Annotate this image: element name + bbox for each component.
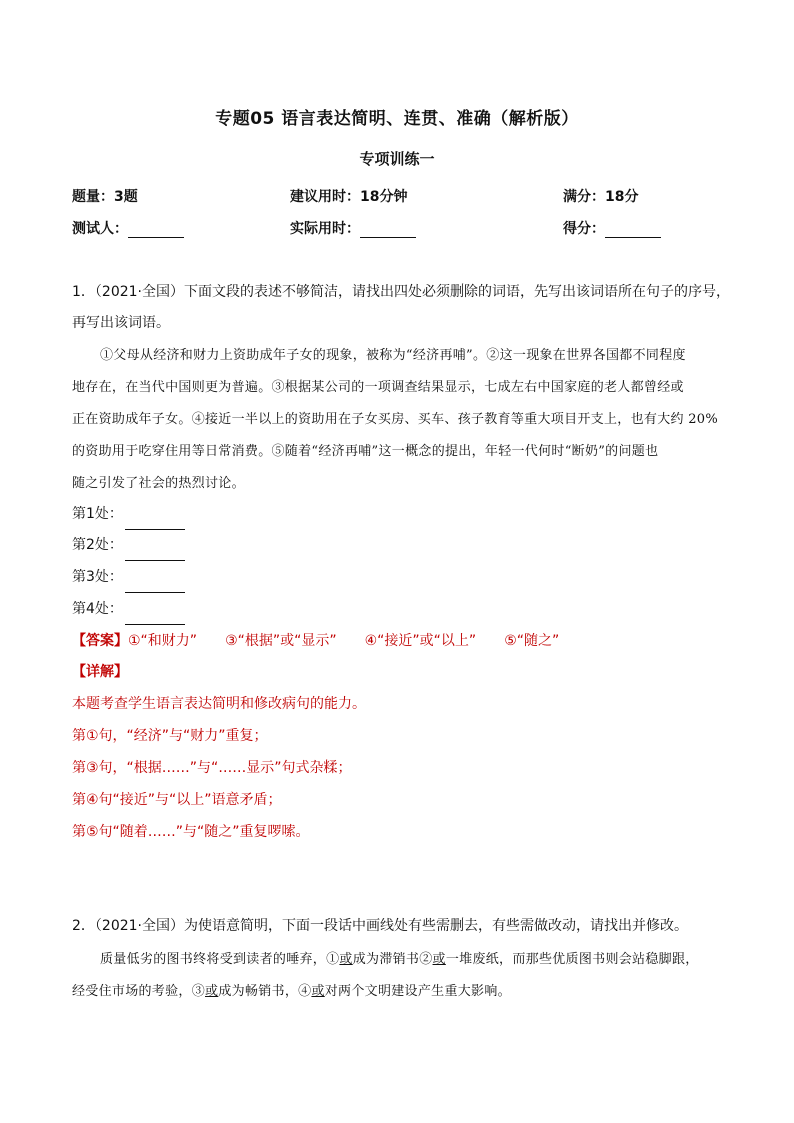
document-subtitle: 专项训练一 xyxy=(359,150,435,168)
answer-item: ④“接近”或“以上” xyxy=(364,633,477,649)
detail-line: 第⑤句“随着……”与“随之”重复啰嗦。 xyxy=(72,824,310,840)
q1-passage-line: 地存在，在当代中国则更为普遍。③根据某公司的一项调查结果显示，七成左右中国家庭的老人都曾经或 xyxy=(72,380,684,395)
full-score: 满分：18分 xyxy=(563,189,639,205)
detail-line: 第①句，“经济”与“财力”重复； xyxy=(72,728,268,744)
question-count: 题量：3题 xyxy=(72,189,138,205)
actual-time-blank xyxy=(360,223,416,238)
answer-blank xyxy=(125,610,185,625)
q1-blank-3 xyxy=(72,562,185,593)
blank-label: 第4处： xyxy=(72,601,123,617)
blank-label: 第2处： xyxy=(72,537,123,553)
answer-label: 【答案】 xyxy=(72,633,128,649)
tester-field xyxy=(72,218,184,238)
actual-time-label: 实际用时： xyxy=(290,221,360,237)
score-field xyxy=(563,218,661,238)
underlined-word: 或 xyxy=(339,952,353,967)
q1-stem-line1: 1．（2021·全国）下面文段的表述不够简洁，请找出四处必须删除的词语，先写出该词语所在句子的序号， xyxy=(72,284,730,300)
detail-line: 第④句“接近”与“以上”语意矛盾； xyxy=(72,792,282,808)
q1-passage-line: 正在资助成年子女。④接近一半以上的资助用在子女买房、买车、孩子教育等重大项目开支上，也有大约 20% xyxy=(72,412,719,427)
q1-answer xyxy=(72,626,559,657)
document-title: 专题05 语言表达简明、连贯、准确（解析版） xyxy=(215,109,579,129)
score-label: 得分： xyxy=(563,221,605,237)
answer-item: ⑤“随之” xyxy=(504,633,560,649)
q1-passage-line: 的资助用于吃穿住用等日常消费。⑤随着“经济再哺”这一概念的提出，年轻一代何时“断奶”的问题也 xyxy=(72,444,659,459)
q1-blank-4 xyxy=(72,594,185,625)
q1-stem-line2: 再写出该词语。 xyxy=(72,315,170,331)
suggested-time: 建议用时：18分钟 xyxy=(290,189,408,205)
tester-label: 测试人： xyxy=(72,221,128,237)
q1-passage-line: ①父母从经济和财力上资助成年子女的现象，被称为“经济再哺”。②这一现象在世界各国都不同程度 xyxy=(100,348,686,363)
q1-blank-1 xyxy=(72,499,185,530)
q2-passage-line1: 质量低劣的图书终将受到读者的唾弃，①或成为滞销书②或一堆废纸，而那些优质图书则会站稳脚跟， xyxy=(100,952,699,967)
q1-blank-2 xyxy=(72,530,185,561)
underlined-word: 或 xyxy=(432,952,446,967)
q2-stem: 2．（2021·全国）为使语意简明，下面一段话中画线处有些需删去，有些需做改动，请找出并修改。 xyxy=(72,918,688,934)
score-blank xyxy=(605,223,661,238)
answer-item: ①“和财力” xyxy=(128,633,198,649)
detail-label: 【详解】 xyxy=(72,664,128,680)
underlined-word: 或 xyxy=(205,984,219,999)
underlined-word: 或 xyxy=(311,984,325,999)
blank-label: 第3处： xyxy=(72,569,123,585)
answer-blank xyxy=(125,515,185,530)
answer-item: ③“根据”或“显示” xyxy=(225,633,337,649)
q1-passage-line: 随之引发了社会的热烈讨论。 xyxy=(72,476,245,491)
answer-blank xyxy=(125,578,185,593)
blank-label: 第1处： xyxy=(72,506,123,522)
detail-intro: 本题考查学生语言表达简明和修改病句的能力。 xyxy=(72,696,366,712)
detail-line: 第③句，“根据……”与“……显示”句式杂糅； xyxy=(72,760,352,776)
q2-passage-line2: 经受住市场的考验，③或成为畅销书，④或对两个文明建设产生重大影响。 xyxy=(72,984,511,999)
tester-blank xyxy=(128,223,184,238)
actual-time-field xyxy=(290,218,416,238)
answer-blank xyxy=(125,546,185,561)
